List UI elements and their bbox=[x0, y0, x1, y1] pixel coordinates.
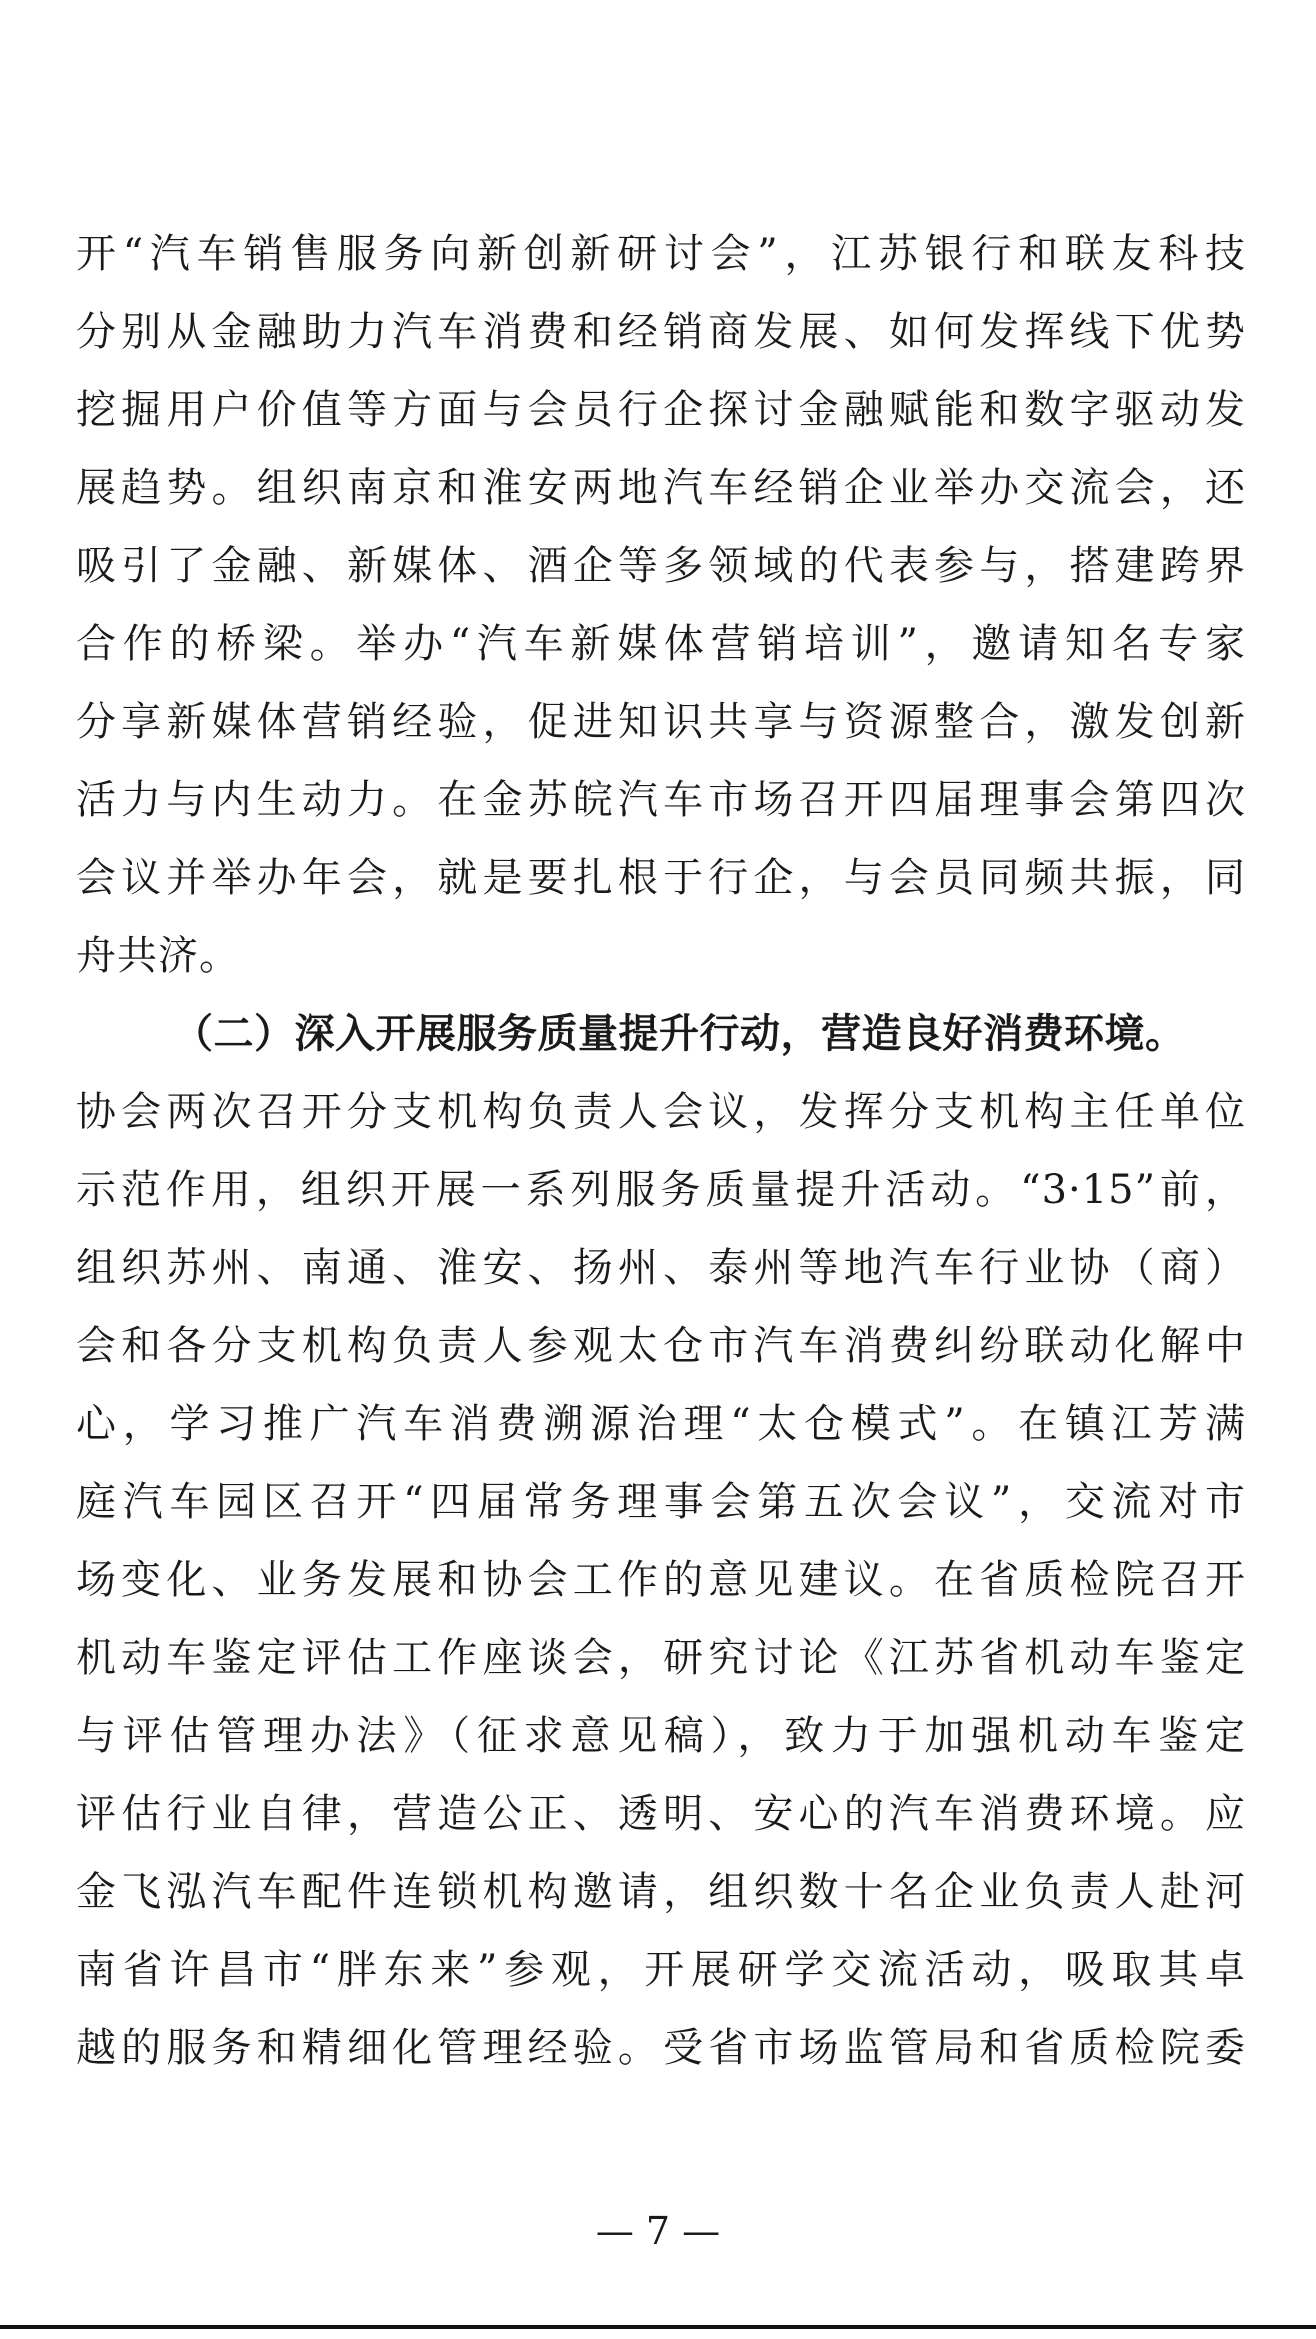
paragraph-line: 示范作用，组织开展一系列服务质量提升活动。“3·15”前， bbox=[76, 1167, 1246, 1213]
paragraph-line: 机动车鉴定评估工作座谈会，研究讨论《江苏省机动车鉴定 bbox=[76, 1635, 1246, 1681]
paragraph-line: 挖掘用户价值等方面与会员行企探讨金融赋能和数字驱动发 bbox=[76, 387, 1246, 433]
paragraph-line: 与评估管理办法》（征求意见稿），致力于加强机动车鉴定 bbox=[76, 1713, 1246, 1759]
paragraph-line: 分别从金融助力汽车消费和经销商发展、如何发挥线下优势 bbox=[76, 309, 1246, 355]
paragraph-line: 会议并举办年会，就是要扎根于行企，与会员同频共振，同 bbox=[76, 855, 1246, 901]
paragraph-line: 舟共济。 bbox=[76, 933, 240, 979]
paragraph-line: 吸引了金融、新媒体、酒企等多领域的代表参与，搭建跨界 bbox=[76, 543, 1246, 589]
page-number: — 7 — bbox=[595, 2209, 721, 2253]
paragraph-line: 合作的桥梁。举办“汽车新媒体营销培训”，邀请知名专家 bbox=[76, 621, 1246, 667]
body-text bbox=[76, 215, 1246, 2087]
paragraph-line: 开“汽车销售服务向新创新研讨会”，江苏银行和联友科技 bbox=[76, 231, 1246, 277]
paragraph-line: 金飞泓汽车配件连锁机构邀请，组织数十名企业负责人赴河 bbox=[76, 1869, 1246, 1915]
bottom-rule bbox=[0, 2325, 1316, 2329]
paragraph-line: 分享新媒体营销经验，促进知识共享与资源整合，激发创新 bbox=[76, 699, 1246, 745]
paragraph-line: 会和各分支机构负责人参观太仓市汽车消费纠纷联动化解中 bbox=[76, 1323, 1246, 1369]
paragraph-line: 协会两次召开分支机构负责人会议，发挥分支机构主任单位 bbox=[76, 1089, 1246, 1135]
paragraph-line: 展趋势。组织南京和淮安两地汽车经销企业举办交流会，还 bbox=[76, 465, 1246, 511]
paragraph-line: 评估行业自律，营造公正、透明、安心的汽车消费环境。应 bbox=[76, 1791, 1246, 1837]
paragraph-line: 庭汽车园区召开“四届常务理事会第五次会议”，交流对市 bbox=[76, 1479, 1246, 1525]
paragraph-line: 心，学习推广汽车消费溯源治理“太仓模式”。在镇江芳满 bbox=[76, 1401, 1246, 1447]
paragraph-line: 组织苏州、南通、淮安、扬州、泰州等地汽车行业协（商） bbox=[76, 1245, 1246, 1291]
section-heading: （二）深入开展服务质量提升行动，营造良好消费环境。 bbox=[173, 1010, 1186, 1057]
paragraph-line: 南省许昌市“胖东来”参观，开展研学交流活动，吸取其卓 bbox=[76, 1947, 1246, 1993]
paragraph-line: 越的服务和精细化管理经验。受省市场监管局和省质检院委 bbox=[76, 2025, 1246, 2071]
paragraph-line: 活力与内生动力。在金苏皖汽车市场召开四届理事会第四次 bbox=[76, 777, 1246, 823]
paragraph-line: 场变化、业务发展和协会工作的意见建议。在省质检院召开 bbox=[76, 1557, 1246, 1603]
